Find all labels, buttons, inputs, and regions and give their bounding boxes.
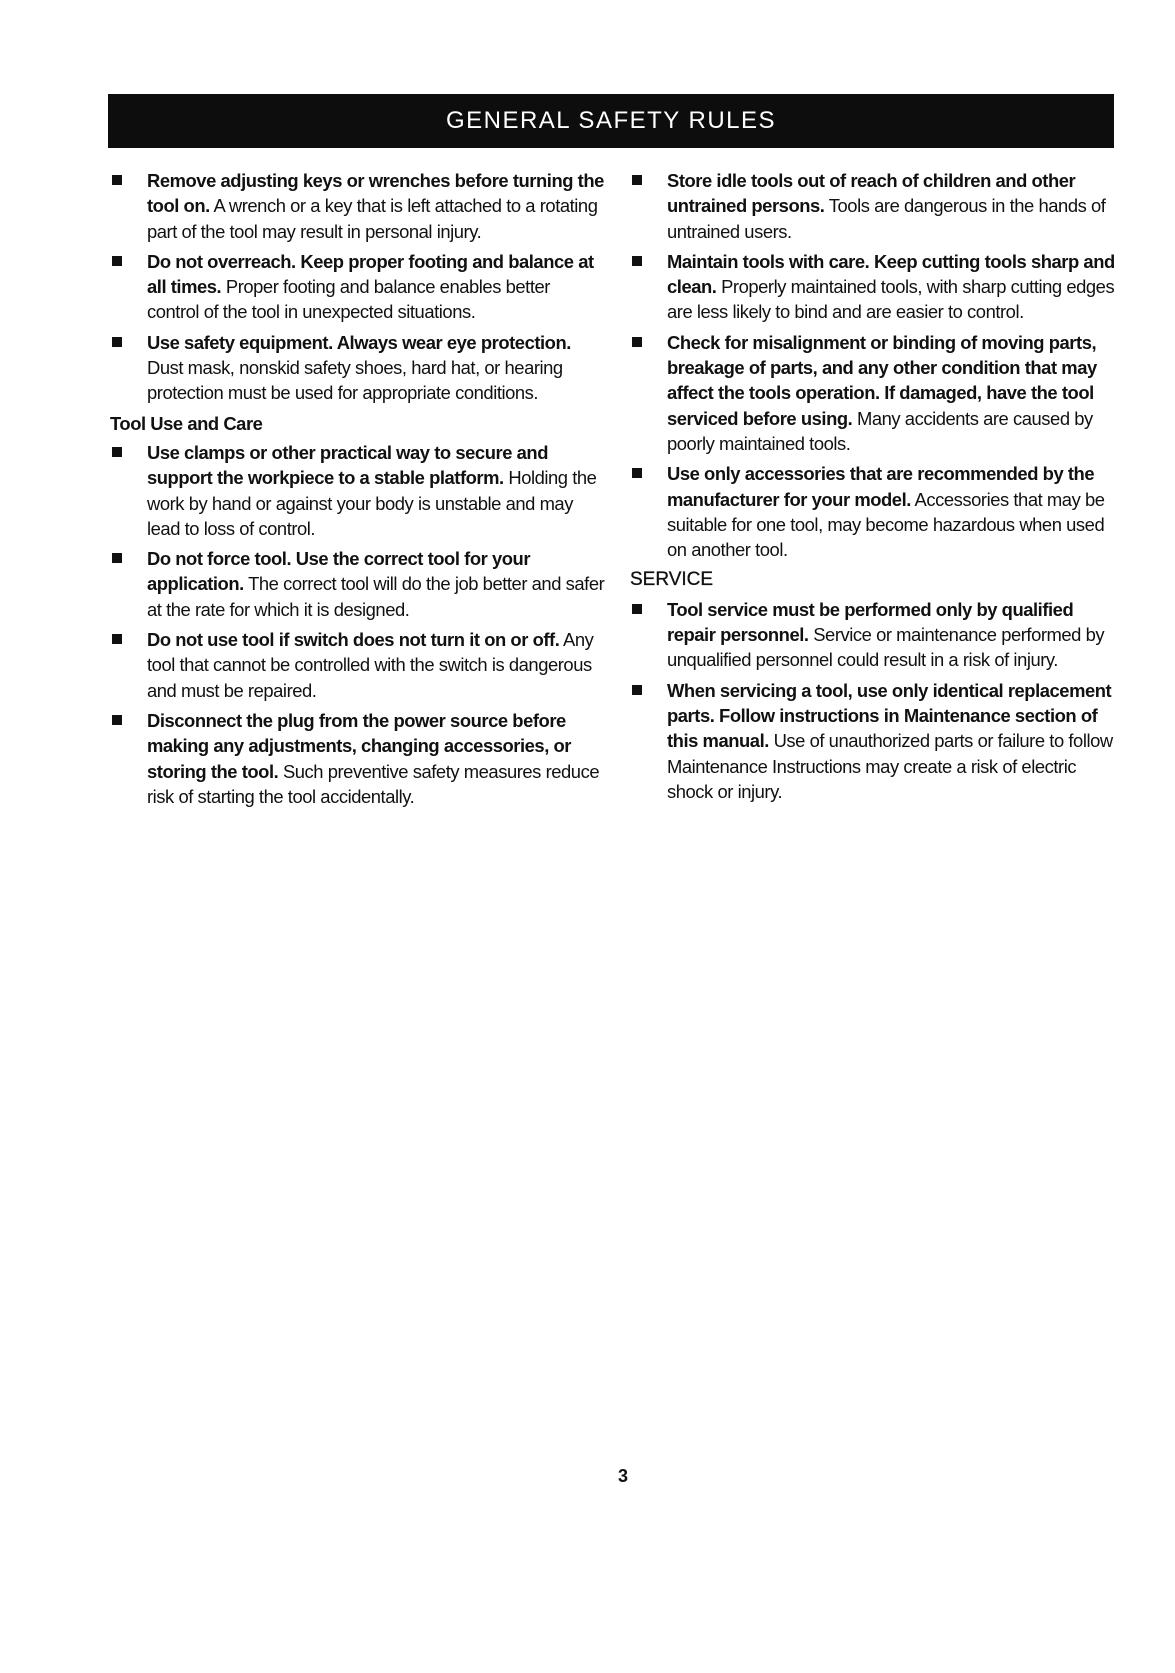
list-item (110, 708, 606, 809)
list-item (110, 627, 606, 703)
rule-heading: Tool service must be performed only by qualified repair personnel. (667, 598, 1074, 646)
list-item (630, 168, 1115, 244)
rule-heading: Use clamps or other practical way to secure and support the workpiece to a stable platform. (147, 441, 548, 489)
rule-text: Use of unauthorized parts or failure to follow Maintenance Instructions may create a risk of electric shock or injury. (667, 730, 1113, 802)
square-bullet-icon (112, 447, 122, 457)
list-item (630, 678, 1115, 804)
list-item (630, 597, 1115, 673)
section-heading-tool-use: Tool Use and Care (110, 412, 263, 434)
list-item (630, 330, 1115, 456)
rule-text: Many accidents are caused by poorly maintained tools. (667, 407, 1093, 454)
rule-text: The correct tool will do the job better and safer at the rate for which it is designed. (147, 573, 605, 620)
rule-heading: Store idle tools out of reach of children and other untrained persons. (667, 170, 1076, 217)
rule-heading: Disconnect the plug from the power source before making any adjustments, changing accessories, or storing the tool. (147, 709, 572, 782)
rule-text: Holding the work by hand or against your body is unstable and may lead to loss of control. (147, 467, 597, 539)
rule-heading: Check for misalignment or binding of moving parts, breakage of parts, and any other condition that may affect the tools operation. If damaged, have the tool serviced before using. (667, 331, 1097, 429)
list-item (110, 330, 606, 406)
square-bullet-icon (112, 256, 122, 266)
rule-heading: Use only accessories that are recommended by the manufacturer for your model. (667, 463, 1095, 510)
rule-text: Proper footing and balance enables better control of the tool in unexpected situations. (147, 276, 550, 323)
rule-heading: When servicing a tool, use only identical replacement parts. Follow instructions in Maintenance section of this manual. (667, 679, 1112, 752)
list-item (630, 461, 1115, 562)
square-bullet-icon (632, 256, 642, 266)
page-number: 3 (618, 1466, 629, 1486)
square-bullet-icon (112, 715, 122, 725)
rule-text: Any tool that cannot be controlled with the switch is dangerous and must be repaired. (147, 629, 594, 701)
rule-heading: Maintain tools with care. Keep cutting tools sharp and clean. (667, 250, 1115, 298)
square-bullet-icon (112, 634, 122, 644)
square-bullet-icon (632, 337, 642, 347)
rule-text: Accessories that may be suitable for one tool, may become hazardous when used on another tool. (667, 488, 1105, 561)
square-bullet-icon (112, 553, 122, 563)
rule-heading: Do not use tool if switch does not turn it on or off. (147, 629, 560, 651)
square-bullet-icon (112, 175, 122, 185)
rule-text: Service or maintenance performed by unqualified personnel could result in a risk of injury. (667, 624, 1105, 671)
rule-text: A wrench or a key that is left attached to a rotating part of the tool may result in personal injury. (147, 195, 598, 242)
square-bullet-icon (112, 337, 122, 347)
rule-heading: Do not force tool. Use the correct tool for your application. (147, 548, 531, 595)
list-item (110, 249, 606, 325)
section-heading-service: SERVICE (630, 569, 714, 591)
rule-text: Dust mask, nonskid safety shoes, hard hat, or hearing protection must be used for appropriate conditions. (147, 357, 563, 404)
square-bullet-icon (632, 604, 642, 614)
square-bullet-icon (632, 468, 642, 478)
page-title: GENERAL SAFETY RULES (445, 107, 777, 134)
list-item (110, 440, 606, 541)
rule-text: Tools are dangerous in the hands of untrained users. (667, 195, 1106, 242)
section-banner (108, 94, 1114, 148)
rule-heading: Use safety equipment. Always wear eye protection. (147, 331, 571, 353)
rule-text: Such preventive safety measures reduce risk of starting the tool accidentally. (147, 760, 600, 807)
square-bullet-icon (632, 175, 642, 185)
right-column (630, 168, 1115, 809)
list-item (110, 168, 606, 244)
rule-text: Properly maintained tools, with sharp cutting edges are less likely to bind and are easier to control. (667, 276, 1115, 323)
list-item (630, 249, 1115, 325)
rule-heading: Do not overreach. Keep proper footing and balance at all times. (147, 250, 594, 298)
left-column (110, 168, 606, 814)
list-item (110, 546, 606, 622)
square-bullet-icon (632, 685, 642, 695)
rule-heading: Remove adjusting keys or wrenches before turning the tool on. (147, 170, 604, 217)
